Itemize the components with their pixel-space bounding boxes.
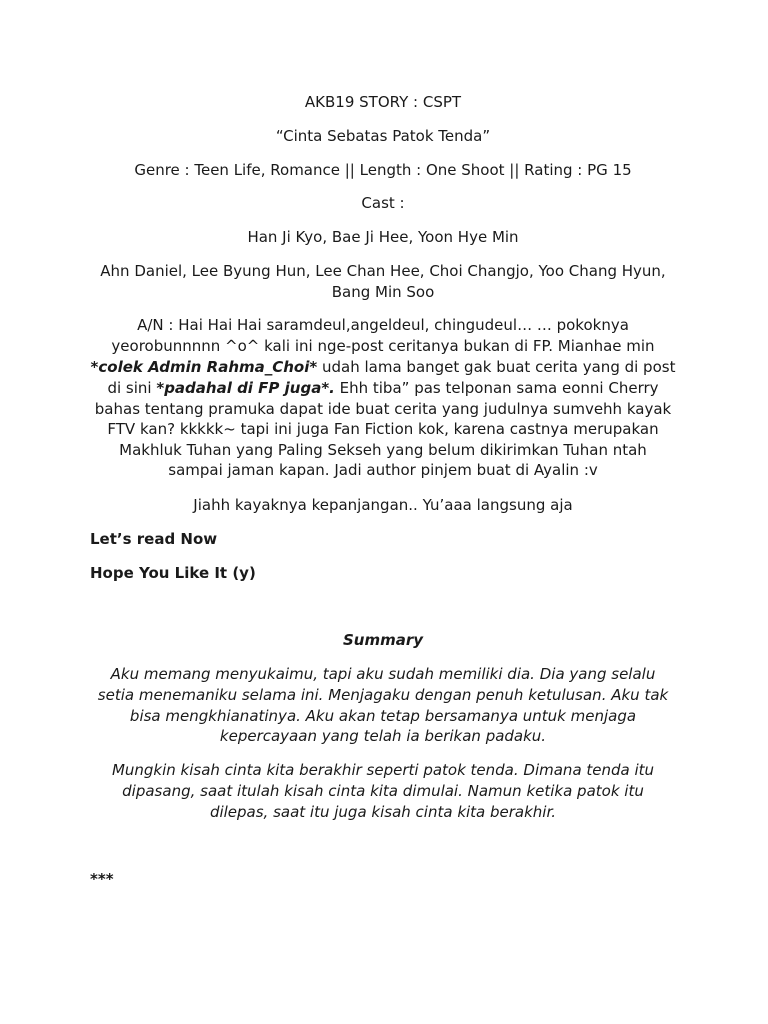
- cast-label: Cast :: [361, 194, 405, 212]
- cast-line-2a: Ahn Daniel, Lee Byung Hun, Lee Chan Hee, Choi Changjo, Yoo Chang Hyun,: [100, 262, 666, 280]
- story-info: Genre : Teen Life, Romance || Length : One Shoot || Rating : PG 15: [134, 161, 632, 179]
- author-note-line: yeorobunnnnn ^o^ kali ini nge-post ceritanya bukan di FP. Mianhae min: [111, 337, 655, 355]
- document-page: [90, 0, 676, 1024]
- author-note-line: A/N : Hai Hai Hai saramdeul,angeldeul, chingudeul… … pokoknya: [137, 316, 629, 334]
- summary-heading: Summary: [342, 631, 424, 649]
- author-note-line: [90, 357, 676, 378]
- summary-line: setia menemaniku selama ini. Menjagaku dengan penuh ketulusan. Aku tak: [97, 686, 669, 704]
- summary-line: dipasang, saat itulah kisah cinta kita dimulai. Namun ketika patok itu: [122, 782, 644, 800]
- author-note-emphasis: *colek Admin Rahma_Choi*: [90, 358, 318, 376]
- author-note-text: Ehh tiba” pas telponan sama eonni Cherry: [334, 379, 659, 397]
- author-note-text: di sini: [107, 379, 157, 397]
- author-note-line: bahas tentang pramuka dapat ide buat cerita yang judulnya sumvehh kayak: [94, 400, 672, 418]
- hope-label: Hope You Like It (y): [90, 564, 256, 582]
- story-title: AKB19 STORY : CSPT: [304, 93, 462, 111]
- author-note-line: [90, 378, 676, 399]
- story-subtitle: “Cinta Sebatas Patok Tenda”: [275, 127, 491, 145]
- author-note-emphasis: *padahal di FP juga*.: [156, 379, 335, 397]
- summary-line: dilepas, saat itu juga kisah cinta kita berakhir.: [209, 803, 557, 821]
- author-note-line: Makhluk Tuhan yang Paling Sekseh yang belum dikirimkan Tuhan ntah: [119, 441, 647, 459]
- summary-line: kepercayaan yang telah ia berikan padaku.: [219, 727, 547, 745]
- summary-line: Aku memang menyukaimu, tapi aku sudah memiliki dia. Dia yang selalu: [110, 665, 656, 683]
- section-separator: ***: [90, 870, 114, 888]
- author-note-line: FTV kan? kkkkk~ tapi ini juga Fan Fiction kok, karena castnya merupakan: [107, 420, 659, 438]
- cast-line-2b: Bang Min Soo: [331, 283, 435, 301]
- summary-line: bisa mengkhianatinya. Aku akan tetap bersamanya untuk menjaga: [129, 707, 637, 725]
- lets-read-label: Let’s read Now: [90, 530, 218, 548]
- author-note-line: sampai jaman kapan. Jadi author pinjem buat di Ayalin :v: [168, 461, 598, 479]
- closing-note: Jiahh kayaknya kepanjangan.. Yu’aaa langsung aja: [193, 496, 573, 514]
- summary-line: Mungkin kisah cinta kita berakhir seperti patok tenda. Dimana tenda itu: [111, 761, 655, 779]
- author-note-text: udah lama banget gak buat cerita yang di post: [317, 358, 676, 376]
- cast-line-1: Han Ji Kyo, Bae Ji Hee, Yoon Hye Min: [247, 228, 519, 246]
